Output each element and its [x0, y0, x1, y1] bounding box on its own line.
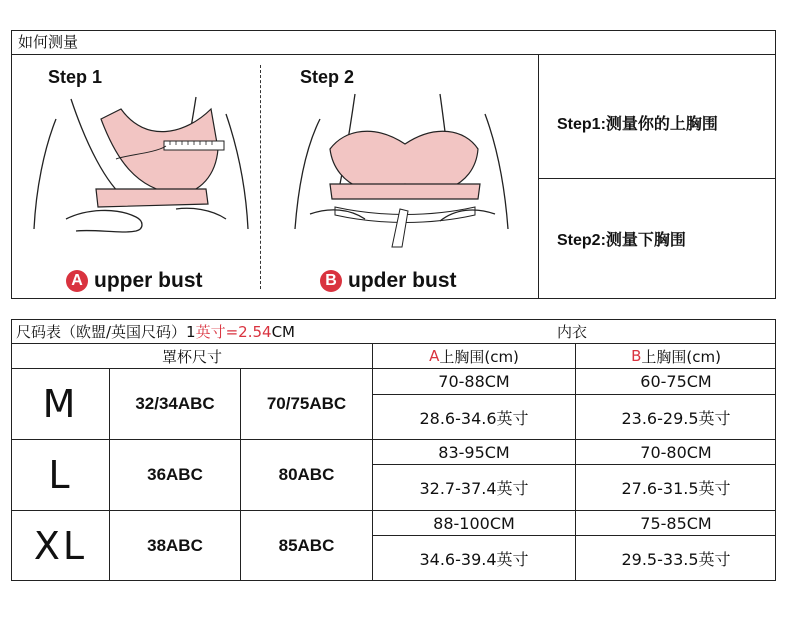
cup-uk-m: 32/34ABC	[135, 394, 215, 413]
under-bust-header-text: 上胸围(cm)	[641, 347, 721, 366]
size-m: M	[42, 382, 79, 426]
cup-size-header: 罩杯尺寸	[161, 347, 222, 366]
instruction-step-1: Step1:测量你的上胸围	[557, 116, 718, 133]
upper-bust-cm-xl: 88-100CM	[433, 513, 515, 533]
upper-bust-header	[373, 344, 575, 368]
chart-title-unit: CM	[271, 323, 295, 341]
under-bust-caption	[320, 269, 457, 293]
instruction-row-divider	[538, 178, 776, 179]
under-bust-header-letter: B	[631, 347, 642, 365]
upper-bust-illustration	[26, 89, 256, 249]
chart-title	[16, 322, 295, 342]
measure-title: 如何测量	[12, 31, 775, 55]
upper-bust-in-m: 28.6-34.6英寸	[419, 408, 529, 428]
under-bust-header	[576, 344, 776, 368]
upper-bust-cm-m: 70-88CM	[438, 372, 510, 391]
cup-uk-xl: 38ABC	[147, 536, 203, 555]
badge-b-icon: B	[320, 270, 342, 292]
under-bust-in-xl: 29.5-33.5英寸	[621, 550, 731, 569]
measure-section	[11, 30, 776, 299]
upper-bust-caption	[66, 269, 203, 293]
step-2-label: Step 2	[300, 67, 355, 87]
upper-bust-caption-text: upper bust	[94, 269, 203, 292]
under-bust-cm-xl: 75-85CM	[640, 513, 712, 533]
under-bust-in-l: 27.6-31.5英寸	[621, 479, 731, 498]
cup-eu-m: 70/75ABC	[266, 394, 347, 413]
under-bust-in-m: 23.6-29.5英寸	[621, 408, 731, 428]
size-xl: XL	[33, 524, 88, 568]
cup-uk-l: 36ABC	[147, 465, 203, 484]
upper-bust-cm-l: 83-95CM	[438, 442, 510, 462]
upper-bust-in-xl: 34.6-39.4英寸	[419, 550, 529, 569]
size-chart-table	[11, 319, 776, 581]
badge-a-icon: A	[66, 270, 88, 292]
under-bust-cm-l: 70-80CM	[640, 442, 712, 462]
step-1-label: Step 1	[48, 67, 103, 87]
upper-bust-header-letter: A	[429, 347, 440, 365]
under-bust-cm-m: 60-75CM	[640, 372, 712, 391]
cup-eu-xl: 85ABC	[278, 536, 335, 555]
instruction-panel-divider	[538, 55, 539, 299]
instruction-step-2: Step2:测量下胸围	[557, 232, 686, 249]
chart-category: 内衣	[557, 323, 588, 341]
figure-separator	[260, 65, 261, 289]
cup-eu-l: 80ABC	[278, 465, 335, 484]
upper-bust-in-l: 32.7-37.4英寸	[419, 479, 529, 498]
chart-title-main: 尺码表（欧盟/英国尺码）1	[16, 323, 196, 341]
size-l: L	[48, 453, 73, 497]
chart-title-conversion: 英寸=2.54	[195, 323, 272, 341]
under-bust-caption-text: upder bust	[348, 269, 457, 292]
under-bust-illustration	[280, 89, 530, 249]
upper-bust-header-text: 上胸围(cm)	[439, 347, 519, 366]
